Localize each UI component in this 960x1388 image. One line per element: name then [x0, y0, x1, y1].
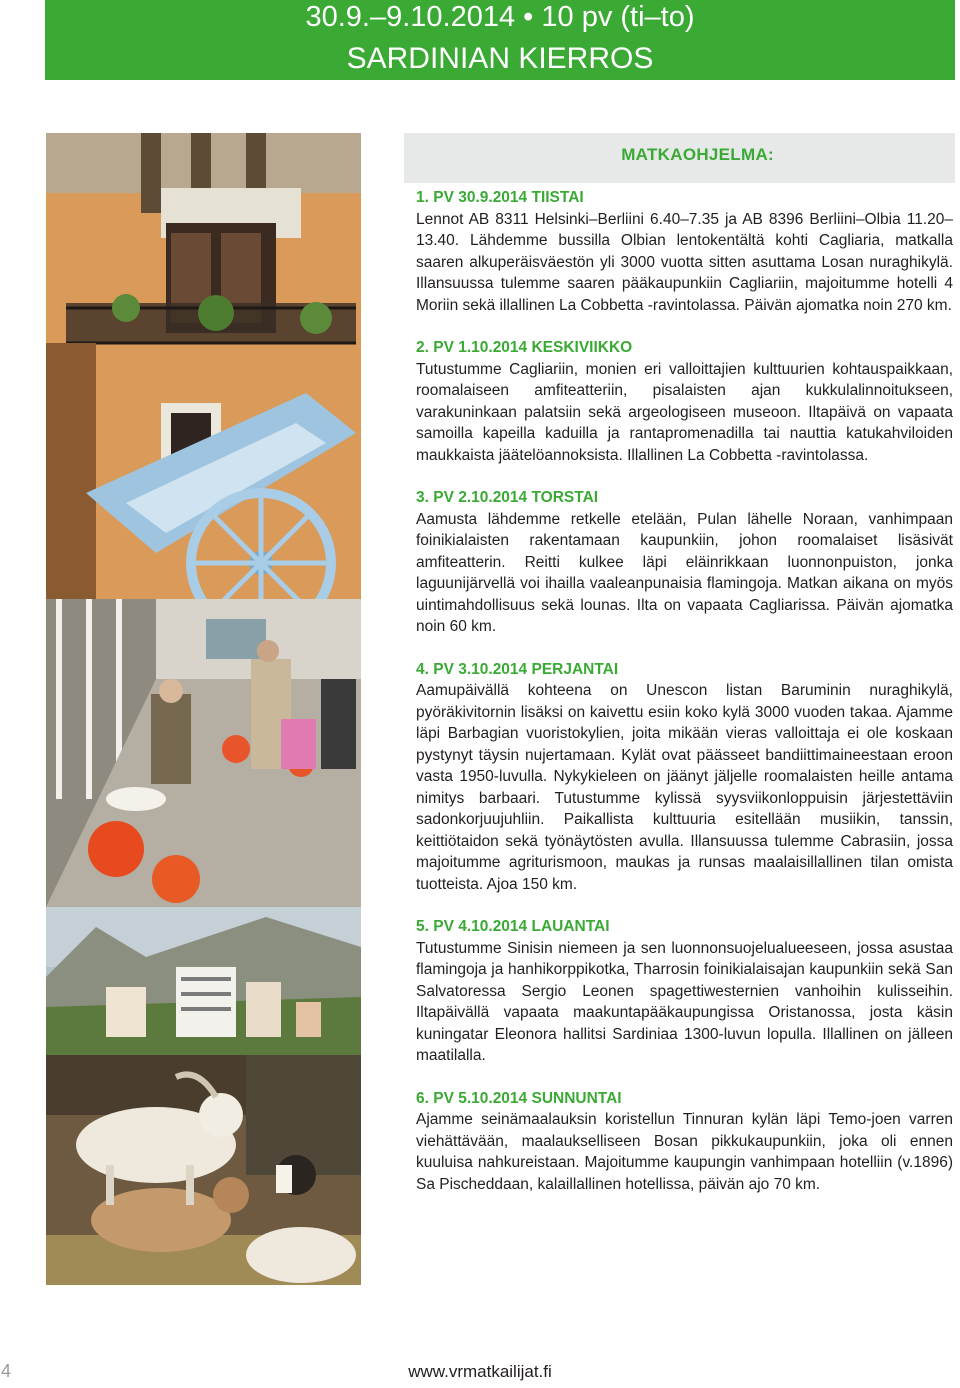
day-3	[416, 487, 953, 638]
street-cafe-photo	[46, 599, 361, 907]
day-5	[416, 916, 953, 1067]
day-description: Aamusta lähdemme retkelle etelään, Pulan lähelle Noraan, vanhimpaan foinikialaisten rakentamaan kaupunkiin, johon roomalaiset lisäsivät amfiteatterin. Reitti kulkee läpi eläinrikkaan luonnonpuiston, jonka laguunijärvellä voi ihailla vaaleanpunaisia flamingoja. Matkan aikana on myös uintimahdollisuus sekä lounas. Ilta on vapaata Cagliarissa. Päivän ajomatka noin 60 km.	[416, 510, 953, 635]
website-link[interactable]: www.vrmatkailijat.fi	[408, 1362, 552, 1381]
day-description: Tutustumme Sinisin niemeen ja sen luonnonsuojelualueeseen, jossa asustaa flamingoja ja hanhikorppikotka, Tharrosin foinikialaisajan kaupunkiin sekä San Salvatoressa Sergio Leonen spagettiwesternien vanhoihin kulisseihin. Iltapäivällä vapaata maakuntapääkaupungissa Oristanossa, josta käsin kuningatar Eleonora hallitsi Sardiniaa 1300-luvun lopulla. Illallinen on jälleen maatilalla.	[416, 939, 953, 1064]
day-6	[416, 1088, 953, 1196]
day-description: Lennot AB 8311 Helsinki–Berliini 6.40–7.35 ja AB 8396 Berliini–Olbia 11.20–13.40. Lähdemme bussilla Olbian lentokentältä kohti Cagliaria, matkalla saaren alkuperäisväestön yli 3000 vuotta sitten asuttama Losan nuraghikylä. Illansuussa tulemme saaren pääkaupunkiin Cagliariin, majoitumme hotelli 4 Moriin sekä illallinen La Cobbetta -ravintolassa. Päivän ajomatka noin 270 km.	[416, 210, 953, 314]
day-description: Aamupäivällä kohteena on Unescon listan Baruminin nuraghikylä, pyöräkivitornin lisäksi on kaivettu esiin koko kylä 3000 vuoden takaa. Ajamme läpi Barbagian vuoristokylien, joita mikään vieras valloittaja ei ole koskaan pystynyt täysin nujertamaan. Kylät ovat päässeet bandiittimaineestaan eroon vasta 1950-luvulla. Nykykieleen on jäänyt jäljelle roomalaisten heille antama nimitys barbaari. Tutustumme kylissä syysviikonloppuisin järjestettäviin sadonkorjuujuhliin. Paikallista kulttuuria esitellään musiikin, tanssin, keittiötaidon sekä työnäytösten avulla. Illansuussa tulemme Cabrasiin, jossa majoitumme agriturismoon, maukas ja runsas maalaisillallinen tilan omista tuotteista. Ajoa 150 km.	[416, 682, 953, 893]
day-heading: 5. PV 4.10.2014 LAUANTAI	[416, 918, 610, 935]
tour-title: SARDINIAN KIERROS	[346, 42, 654, 75]
day-heading: 4. PV 3.10.2014 PERJANTAI	[416, 660, 619, 678]
programme-title: MATKAOHJELMA:	[621, 145, 774, 164]
page-number: 4	[1, 1361, 12, 1381]
day-2	[416, 337, 953, 466]
itinerary	[416, 187, 953, 1216]
day-heading: 1. PV 30.9.2014 TIISTAI	[416, 189, 584, 206]
seaside-town-photo	[46, 907, 361, 1055]
day-heading: 3. PV 2.10.2014 TORSTAI	[416, 489, 599, 506]
day-description: Tutustumme Cagliariin, monien eri valloittajien kulttuurien kohtauspaikkaan, roomalaiseen amfiteatteriin, pisalaisten ajan kukkulalinnoitukseen, varakuninkaan palatsiin sekä argeologiseen museoon. Iltapäivä on vapaata samoilla kapeilla kaduilla ja rantapromenadilla tai nauttia katukahviloiden maukkaista jäätelöannoksista. Illallinen La Cobbetta -ravintolassa.	[416, 360, 953, 464]
day-heading: 6. PV 5.10.2014 SUNNUNTAI	[416, 1089, 622, 1107]
balcony-cart-photo	[46, 133, 361, 599]
header-banner	[45, 0, 955, 80]
goats-photo	[46, 1055, 361, 1285]
day-description: Ajamme seinämaalauksin koristellun Tinnuran kylän läpi Temo-joen varren viehättävään, maalaukselliseen Bosan pikkukaupunkiin, joka oli ennen kuuluisa nahkureistaan. Majoitumme kaupungin vanhimpaan hotelliin (v.1896) Sa Pischeddaan, kalaillallinen hotellissa, päivän ajo 70 km.	[416, 1111, 953, 1193]
day-1	[416, 187, 953, 316]
tour-dates: 30.9.–9.10.2014 • 10 pv (ti–to)	[305, 1, 695, 33]
day-heading: 2. PV 1.10.2014 KESKIVIIKKO	[416, 339, 633, 356]
day-4	[416, 659, 953, 896]
